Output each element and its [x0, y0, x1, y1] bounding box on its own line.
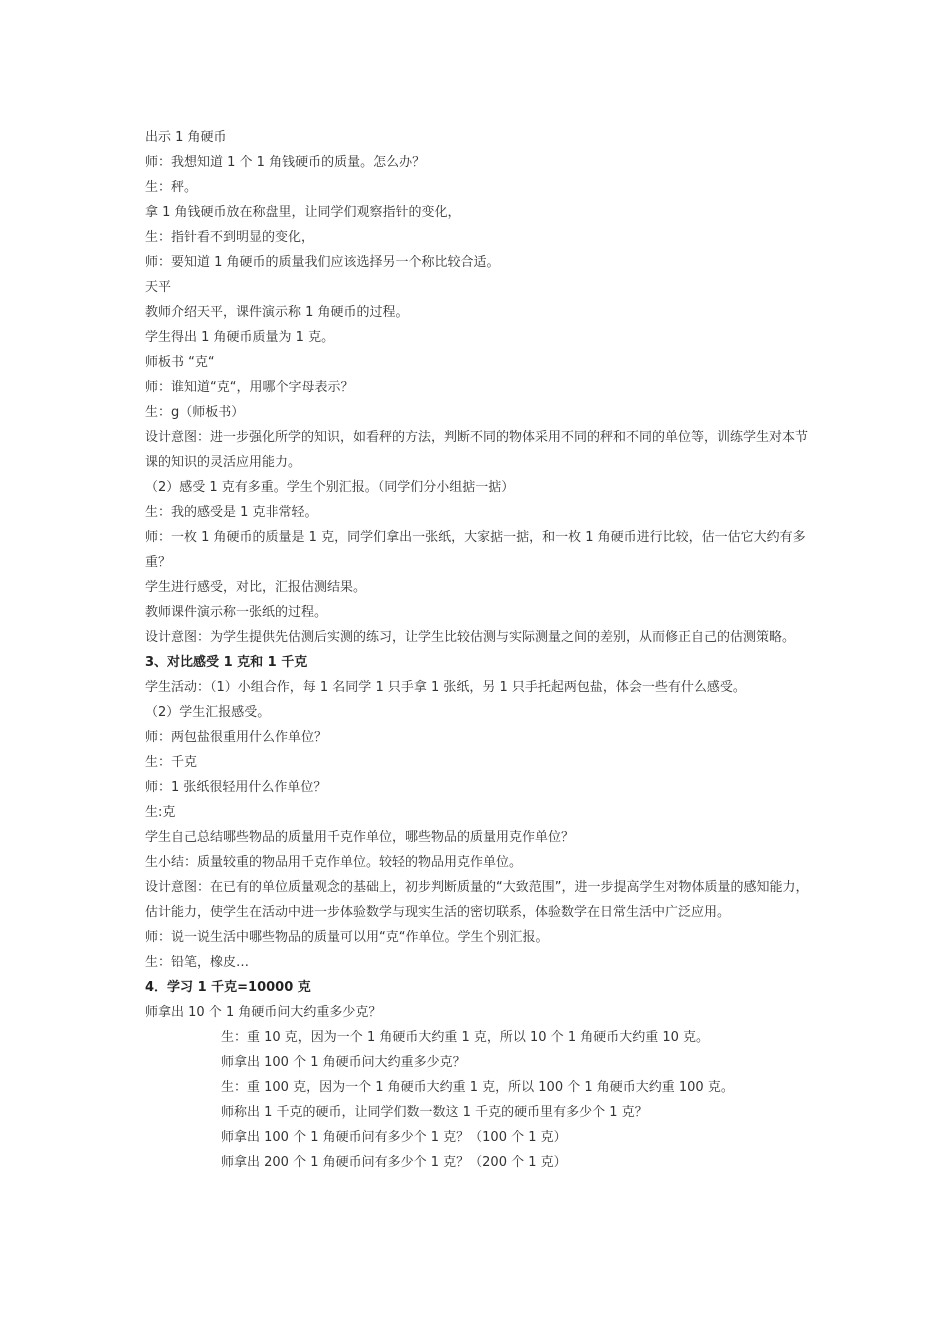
indented-line: 师拿出 100 个 1 角硬币问有多少个 1 克？（100 个 1 克） — [221, 1130, 567, 1145]
text-line: 拿 1 角钱硬币放在称盘里，让同学们观察指针的变化， — [145, 205, 461, 220]
text-line: 师板书 “克“ — [145, 355, 215, 370]
text-line: 生:克 — [145, 805, 176, 820]
text-line: 生：指针看不到明显的变化， — [145, 230, 315, 245]
text-line: 生：秤。 — [145, 180, 198, 195]
text-line: 师：1 张纸很轻用什么作单位？ — [145, 780, 327, 795]
section-heading: 4．学习 1 千克=10000 克 — [145, 980, 311, 995]
text-line: 生：g（师板书） — [145, 405, 245, 420]
text-line: 生：我的感受是 1 克非常轻。 — [145, 505, 318, 520]
text-line: 生：铅笔，橡皮… — [145, 955, 250, 970]
text-line: 学生活动：（1）小组合作，每 1 名同学 1 只手拿 1 张纸，另 1 只手托起两包盐，体会一些有什么感受。 — [145, 680, 746, 695]
lesson-plan-text — [145, 125, 810, 1175]
text-line: （2）学生汇报感受。 — [145, 705, 271, 720]
indented-line: 生：重 10 克，因为一个 1 角硬币大约重 1 克，所以 10 个 1 角硬币大约重 10 克。 — [221, 1030, 710, 1045]
text-line: 教师介绍天平，课件演示称 1 角硬币的过程。 — [145, 305, 409, 320]
text-line: 学生进行感受，对比，汇报估测结果。 — [145, 580, 367, 595]
indented-line: 生：重 100 克，因为一个 1 角硬币大约重 1 克，所以 100 个 1 角硬币大约重 100 克。 — [221, 1080, 734, 1095]
text-line: 生小结：质量较重的物品用千克作单位。较轻的物品用克作单位。 — [145, 855, 523, 870]
text-line: 师：说一说生活中哪些物品的质量可以用“克“作单位。学生个别汇报。 — [145, 930, 549, 945]
text-line: 师：两包盐很重用什么作单位？ — [145, 730, 328, 745]
design-intent-paragraph: 设计意图：在已有的单位质量观念的基础上，初步判断质量的“大致范围”，进一步提高学生对物体质量的感知能力，估计能力，使学生在活动中进一步体验数学与现实生活的密切联系，体验数学在日常生活中广泛应用。 — [145, 880, 809, 920]
text-line: 师：谁知道“克“，用哪个字母表示？ — [145, 380, 354, 395]
text-line: 师：我想知道 1 个 1 角钱硬币的质量。怎么办？ — [145, 155, 426, 170]
section-heading: 3、对比感受 1 克和 1 千克 — [145, 655, 308, 670]
text-line: 学生自己总结哪些物品的质量用千克作单位，哪些物品的质量用克作单位？ — [145, 830, 575, 845]
text-line: 出示 1 角硬币 — [145, 130, 227, 145]
indented-line: 师拿出 100 个 1 角硬币问大约重多少克？ — [221, 1055, 466, 1070]
text-line: 教师课件演示称一张纸的过程。 — [145, 605, 328, 620]
design-intent-paragraph: 设计意图：为学生提供先估测后实测的练习，让学生比较估测与实际测量之间的差别，从而修正自己的估测策略。 — [145, 630, 796, 645]
text-line: 天平 — [145, 280, 172, 295]
indented-line: 师称出 1 千克的硬币，让同学们数一数这 1 千克的硬币里有多少个 1 克？ — [221, 1105, 648, 1120]
text-line: 师：要知道 1 角硬币的质量我们应该选择另一个称比较合适。 — [145, 255, 500, 270]
text-line: （2）感受 1 克有多重。学生个别汇报。（同学们分小组掂一掂） — [145, 480, 515, 495]
text-line: 生：千克 — [145, 755, 198, 770]
text-line: 学生得出 1 角硬币质量为 1 克。 — [145, 330, 335, 345]
design-intent-paragraph: 设计意图：进一步强化所学的知识，如看秤的方法，判断不同的物体采用不同的秤和不同的单位等，训练学生对本节课的知识的灵活应用能力。 — [145, 430, 809, 470]
text-line: 师拿出 10 个 1 角硬币问大约重多少克？ — [145, 1005, 382, 1020]
text-paragraph: 师：一枚 1 角硬币的质量是 1 克，同学们拿出一张纸，大家掂一掂，和一枚 1 角硬币进行比较，估一估它大约有多重？ — [145, 530, 806, 570]
indented-line: 师拿出 200 个 1 角硬币问有多少个 1 克？（200 个 1 克） — [221, 1155, 567, 1170]
